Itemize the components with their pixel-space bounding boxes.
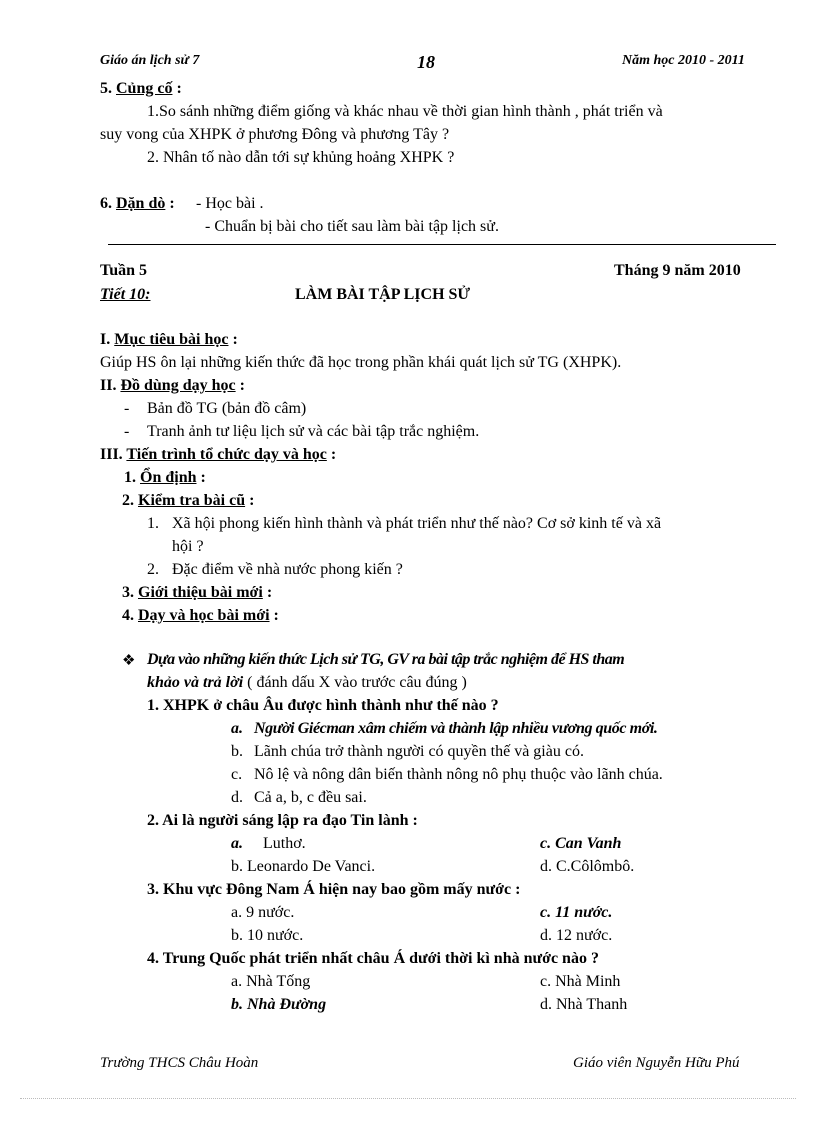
q1-d-label: d. bbox=[231, 789, 243, 806]
step2-q1-line2: hội ? bbox=[172, 538, 204, 555]
q1-a-label: a. bbox=[231, 720, 243, 737]
part1-text: Giúp HS ôn lại những kiến thức đã học trong phần khái quát lịch sử TG (XHPK). bbox=[100, 354, 622, 371]
step2-q2-num: 2. bbox=[147, 561, 159, 578]
step3-heading: 3. Giới thiệu bài mới : bbox=[122, 584, 273, 601]
part2-item: - bbox=[124, 423, 130, 440]
part3-heading: III. Tiến trình tổ chức dạy và học : bbox=[100, 446, 337, 463]
q1-b-label: b. bbox=[231, 743, 243, 760]
section6-item2: - Chuẩn bị bài cho tiết sau làm bài tập lịch sử. bbox=[205, 218, 499, 235]
section6-heading: 6. Dặn dò : bbox=[100, 195, 175, 212]
part2-heading: II. Đồ dùng dạy học : bbox=[100, 377, 245, 394]
section5-q1-line1: 1.So sánh những điểm giống và khác nhau về thời gian hình thành , phát triển và bbox=[147, 103, 663, 120]
step1-heading: 1. Ổn định : bbox=[124, 469, 206, 486]
diamond-bullet-icon: ❖ bbox=[122, 653, 136, 669]
lesson-period: Tiết 10: bbox=[100, 286, 151, 303]
exercise-intro-line2: khảo và trả lời ( đánh dấu X vào trước câu đúng ) bbox=[147, 674, 467, 691]
part1-heading: I. Mục tiêu bài học : bbox=[100, 331, 238, 348]
q4-option-c: c. Nhà Minh bbox=[540, 973, 621, 990]
step2-q2: Đặc điểm về nhà nước phong kiến ? bbox=[172, 561, 403, 578]
section6-item1: - Học bài . bbox=[196, 195, 264, 212]
footer-right: Giáo viên Nguyễn Hữu Phú bbox=[573, 1055, 740, 1071]
q2-option-d: d. C.Côlômbô. bbox=[540, 858, 635, 875]
q3-option-c: c. 11 nước. bbox=[540, 904, 613, 921]
q2-option-c: c. Can Vanh bbox=[540, 835, 622, 852]
step2-q1-line1: Xã hội phong kiến hình thành và phát triển như thế nào? Cơ sở kinh tế và xã bbox=[172, 515, 662, 532]
q1-option-c: Nô lệ và nông dân biến thành nông nô phụ thuộc vào lãnh chúa. bbox=[254, 766, 663, 783]
part2-item-2: Tranh ảnh tư liệu lịch sử và các bài tập trắc nghiệm. bbox=[147, 423, 480, 440]
q1-option-d: Cả a, b, c đều sai. bbox=[254, 789, 367, 806]
q3-option-a: a. 9 nước. bbox=[231, 904, 295, 921]
header-left: Giáo án lịch sử 7 bbox=[100, 53, 200, 68]
exercise-intro-line1: Dựa vào những kiến thức Lịch sử TG, GV ra bài tập trắc nghiệm để HS tham bbox=[147, 651, 625, 668]
lesson-title: LÀM BÀI TẬP LỊCH SỬ bbox=[295, 286, 471, 303]
lesson-week: Tuần 5 bbox=[100, 262, 147, 279]
step2-q1-num: 1. bbox=[147, 515, 159, 532]
q2-option-a: Luthơ. bbox=[263, 835, 306, 852]
footer-left: Trường THCS Châu Hoàn bbox=[100, 1055, 259, 1071]
q1-c-label: c. bbox=[231, 766, 243, 783]
q1-option-b: Lãnh chúa trở thành người có quyền thế và giàu có. bbox=[254, 743, 584, 760]
step2-heading: 2. Kiểm tra bài cũ : bbox=[122, 492, 255, 509]
lesson-date: Tháng 9 năm 2010 bbox=[614, 262, 741, 279]
q2-a-label: a. bbox=[231, 835, 243, 852]
part2-item: - bbox=[124, 400, 130, 417]
header-right: Năm học 2010 - 2011 bbox=[622, 53, 745, 68]
section5-q1-line2: suy vong của XHPK ở phương Đông và phương Tây ? bbox=[100, 126, 450, 143]
q1-question: 1. XHPK ở châu Âu được hình thành như thế nào ? bbox=[147, 697, 499, 714]
section5-q2: 2. Nhân tố nào dẫn tới sự khủng hoảng XHPK ? bbox=[147, 149, 455, 166]
q3-question: 3. Khu vực Đông Nam Á hiện nay bao gồm mấy nước : bbox=[147, 881, 521, 898]
q1-option-a: Người Giécman xâm chiếm và thành lập nhiều vương quốc mới. bbox=[254, 720, 658, 737]
q3-option-d: d. 12 nước. bbox=[540, 927, 613, 944]
q4-option-a: a. Nhà Tống bbox=[231, 973, 311, 990]
part2-item-1: Bản đồ TG (bản đồ câm) bbox=[147, 400, 307, 417]
step4-heading: 4. Dạy và học bài mới : bbox=[122, 607, 279, 624]
page-number: 18 bbox=[417, 52, 435, 72]
page-edge bbox=[20, 1098, 796, 1099]
q2-option-b: b. Leonardo De Vanci. bbox=[231, 858, 376, 875]
q4-option-d: d. Nhà Thanh bbox=[540, 996, 628, 1013]
q4-question: 4. Trung Quốc phát triển nhất châu Á dưới thời kì nhà nước nào ? bbox=[147, 950, 599, 967]
q4-option-b: b. Nhà Đường bbox=[231, 996, 327, 1013]
q3-option-b: b. 10 nước. bbox=[231, 927, 304, 944]
divider bbox=[108, 244, 776, 245]
q2-question: 2. Ai là người sáng lập ra đạo Tin lành : bbox=[147, 812, 418, 829]
section5-heading: 5. Củng cố : bbox=[100, 80, 182, 97]
